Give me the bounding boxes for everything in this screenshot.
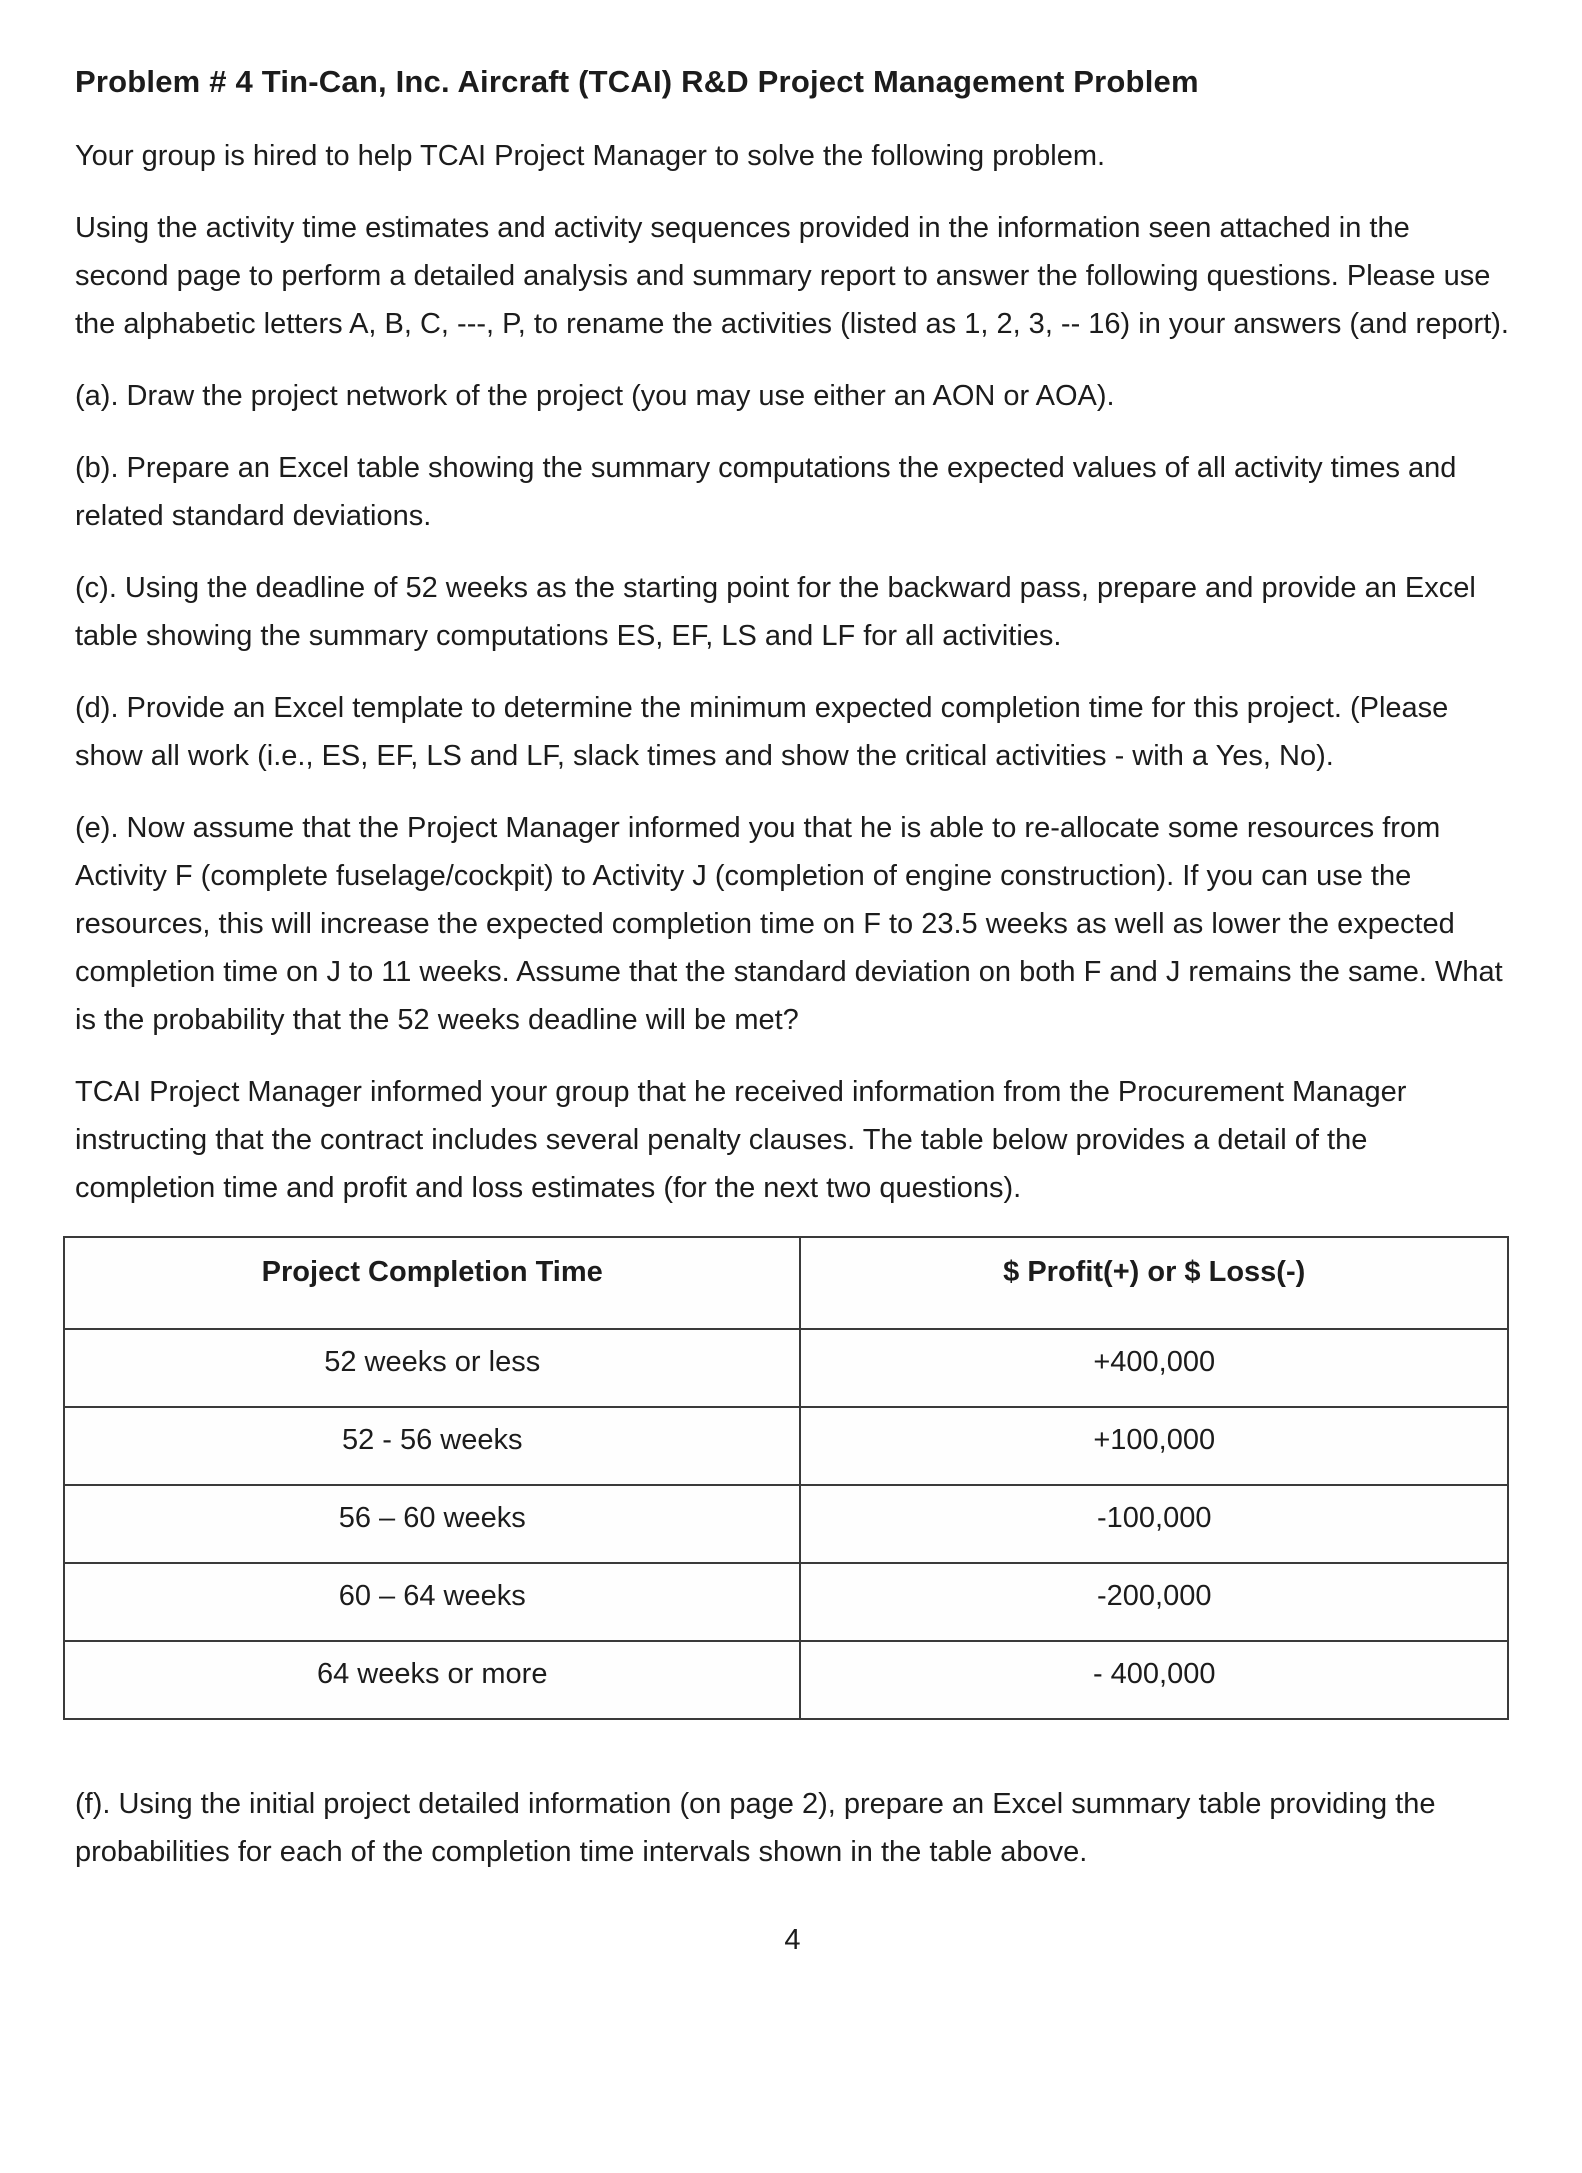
- profit-loss-table: [63, 1236, 1509, 1720]
- question-a: (a). Draw the project network of the project (you may use either an AON or AOA).: [75, 380, 1115, 412]
- brief-paragraph: Using the activity time estimates and activity sequences provided in the information seen attached in the second page to perform a detailed analysis and summary report to answer the following questions. Please use the alphabetic letters A, B, C, ---, P, to rename the activities (listed as 1, 2, 3, -- 16) in your answers (and report).: [75, 212, 1509, 340]
- profit-loss-cell: -100,000: [800, 1485, 1508, 1563]
- completion-time-cell: 60 – 64 weeks: [64, 1563, 800, 1641]
- completion-time-cell: 52 - 56 weeks: [64, 1407, 800, 1485]
- completion-time-cell: 64 weeks or more: [64, 1641, 800, 1719]
- table-row: [64, 1407, 1508, 1485]
- profit-loss-cell: +400,000: [800, 1329, 1508, 1407]
- column-header-profit-loss: $ Profit(+) or $ Loss(-): [800, 1237, 1508, 1329]
- question-e: (e). Now assume that the Project Manager informed you that he is able to re-allocate some resources from Activity F (complete fuselage/cockpit) to Activity J (completion of engine construction). If you can use the resources, this will increase the expected completion time on F to 23.5 weeks as well as lower the expected completion time on J to 11 weeks. Assume that the standard deviation on both F and J remains the same. What is the probability that the 52 weeks deadline will be met?: [75, 812, 1503, 1036]
- profit-loss-cell: +100,000: [800, 1407, 1508, 1485]
- page-number: 4: [784, 1924, 801, 1956]
- penalty-intro-paragraph: TCAI Project Manager informed your group that he received information from the Procurement Manager instructing that the contract includes several penalty clauses. The table below provides a detail of the completion time and profit and loss estimates (for the next two questions).: [75, 1076, 1407, 1204]
- page-title: Problem # 4 Tin-Can, Inc. Aircraft (TCAI) R&D Project Management Problem: [75, 64, 1199, 99]
- table-row: [64, 1641, 1508, 1719]
- question-b: (b). Prepare an Excel table showing the summary computations the expected values of all activity times and related standard deviations.: [75, 452, 1457, 532]
- table-row: [64, 1329, 1508, 1407]
- table-row: [64, 1563, 1508, 1641]
- column-header-completion-time: Project Completion Time: [64, 1237, 800, 1329]
- question-c: (c). Using the deadline of 52 weeks as the starting point for the backward pass, prepare and provide an Excel table showing the summary computations ES, EF, LS and LF for all activities.: [75, 572, 1476, 652]
- completion-time-cell: 52 weeks or less: [64, 1329, 800, 1407]
- completion-time-cell: 56 – 60 weeks: [64, 1485, 800, 1563]
- question-f: (f). Using the initial project detailed information (on page 2), prepare an Excel summary table providing the probabilities for each of the completion time intervals shown in the table above.: [75, 1788, 1436, 1868]
- profit-loss-cell: - 400,000: [800, 1641, 1508, 1719]
- question-d: (d). Provide an Excel template to determine the minimum expected completion time for this project. (Please show all work (i.e., ES, EF, LS and LF, slack times and show the critical activities - with a Yes, No).: [75, 692, 1449, 772]
- profit-loss-cell: -200,000: [800, 1563, 1508, 1641]
- table-header-row: [64, 1237, 1508, 1329]
- intro-paragraph: Your group is hired to help TCAI Project Manager to solve the following problem.: [75, 140, 1106, 172]
- table-row: [64, 1485, 1508, 1563]
